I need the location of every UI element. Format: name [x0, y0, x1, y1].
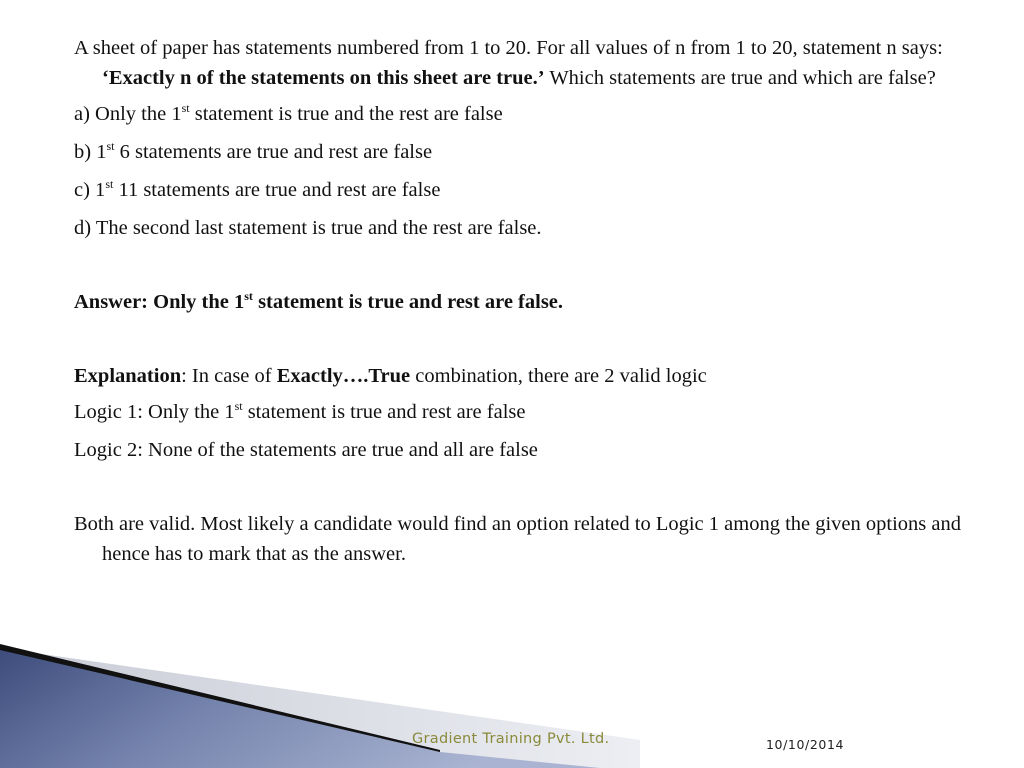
slide-body [74, 33, 974, 575]
option-b-rest: 6 statements are true and rest are false [114, 141, 433, 163]
footer-company: Gradient Training Pvt. Ltd. [412, 731, 610, 747]
spacer [74, 473, 974, 509]
answer-line [74, 287, 974, 319]
option-b [74, 137, 974, 169]
option-a-text: a) Only the 1 [74, 103, 182, 125]
logic-1-rest: statement is true and rest are false [242, 401, 526, 423]
logic-2-text: Logic 2: None of the statements are true and all are false [74, 439, 538, 461]
logic-2 [74, 435, 974, 467]
answer-sup: st [244, 289, 253, 303]
option-c [74, 175, 974, 207]
option-a [74, 99, 974, 131]
option-b-sup: st [106, 139, 115, 153]
spacer [74, 251, 974, 287]
logic-1-sup: st [234, 399, 243, 413]
option-b-text: b) 1 [74, 141, 107, 163]
question-lead: A sheet of paper has statements numbered from 1 to 20. For all values of n from 1 to 20, statement n says: [74, 37, 943, 59]
option-c-rest: 11 statements are true and rest are false [113, 179, 441, 201]
spacer [74, 325, 974, 361]
option-a-sup: st [181, 101, 190, 115]
answer-rest: statement is true and rest are false. [252, 291, 564, 313]
corner-decoration [0, 640, 640, 768]
question-tail: Which statements are true and which are false? [544, 67, 936, 89]
conclusion-paragraph: Both are valid. Most likely a candidate would find an option related to Logic 1 among the given options and hence has to mark that as the answer. [74, 513, 961, 565]
explanation-rest: combination, there are 2 valid logic [410, 365, 707, 387]
option-c-text: c) 1 [74, 179, 106, 201]
option-d-text: d) The second last statement is true and the rest are false. [74, 217, 542, 239]
explanation-label: Explanation [74, 365, 182, 387]
option-c-sup: st [105, 177, 114, 191]
explanation-text: : In case of [181, 365, 277, 387]
logic-1 [74, 397, 974, 429]
answer-text: Answer: Only the 1 [74, 291, 245, 313]
question-quote: ‘Exactly n of the statements on this sheet are true.’ [102, 67, 545, 89]
explanation-term: Exactly….True [276, 365, 411, 387]
option-d [74, 213, 974, 245]
logic-1-text: Logic 1: Only the 1 [74, 401, 235, 423]
footer-date: 10/10/2014 [766, 737, 845, 752]
explanation-line [74, 361, 974, 391]
option-a-rest: statement is true and the rest are false [189, 103, 503, 125]
question-paragraph [74, 33, 974, 93]
